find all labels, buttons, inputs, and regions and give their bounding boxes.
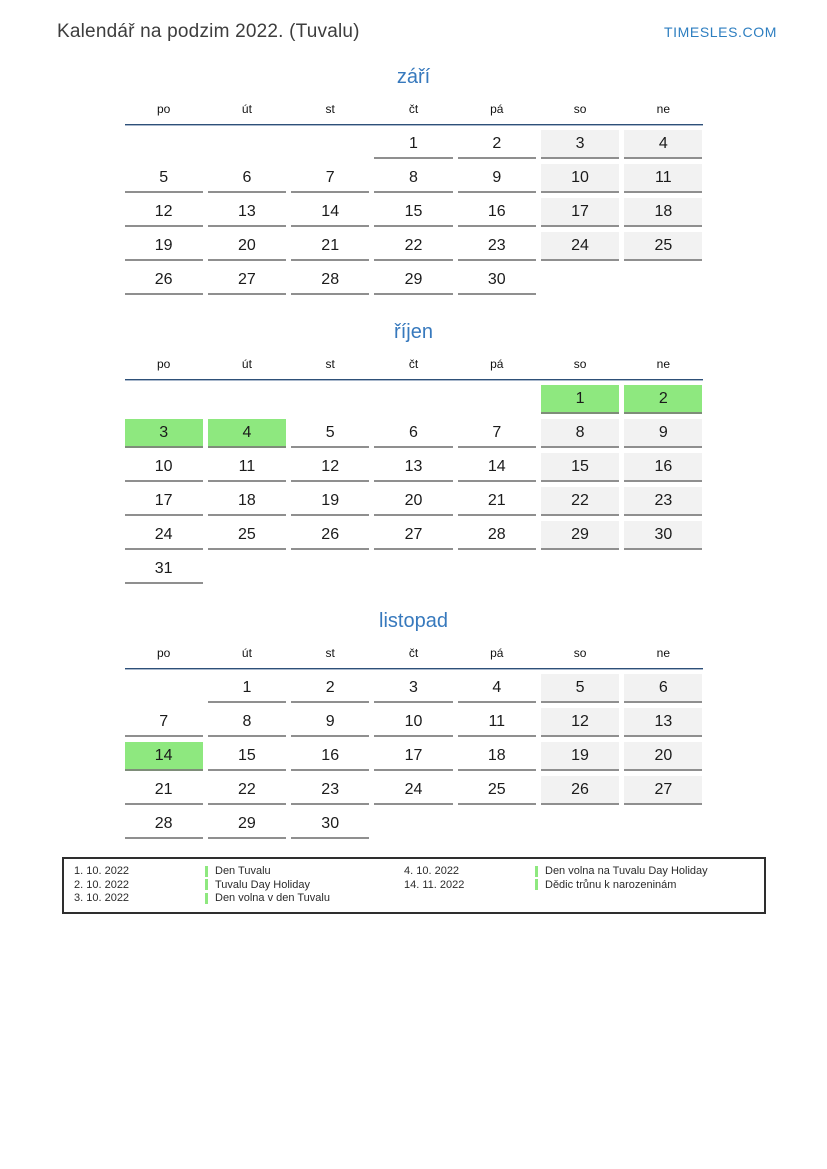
- weekend-day-cell: 29: [541, 521, 619, 550]
- day-cell: 7: [458, 419, 536, 448]
- holiday-marker-icon: [205, 879, 208, 890]
- day-cell: 27: [208, 266, 286, 295]
- day-cell: 7: [125, 708, 203, 737]
- day-cell: 11: [458, 708, 536, 737]
- weekend-day-cell: 30: [624, 521, 702, 550]
- day-cell: 19: [291, 487, 369, 516]
- legend-item: [404, 865, 708, 878]
- weekend-day-cell: 6: [624, 674, 702, 703]
- holiday-day-cell: 14: [125, 742, 203, 771]
- legend-column-right: [404, 865, 708, 905]
- day-cell: 25: [458, 776, 536, 805]
- day-cell: 18: [458, 742, 536, 771]
- weekday-underline: [125, 668, 703, 670]
- day-cell: 26: [125, 266, 203, 295]
- empty-cell: [624, 810, 702, 839]
- page-title: Kalendář na podzim 2022. (Tuvalu): [57, 21, 360, 42]
- weekend-day-cell: 24: [541, 232, 619, 261]
- weekday-row: [125, 646, 703, 668]
- weekend-day-cell: 18: [624, 198, 702, 227]
- calendar-table-november: [125, 646, 703, 839]
- day-cell: 3: [374, 674, 452, 703]
- weekday-label: út: [241, 357, 252, 371]
- day-cell: 14: [458, 453, 536, 482]
- day-cell: 1: [374, 130, 452, 159]
- holiday-marker-icon: [205, 893, 208, 904]
- day-cell: 20: [374, 487, 452, 516]
- day-cell: 20: [208, 232, 286, 261]
- weekend-day-cell: 22: [541, 487, 619, 516]
- day-cell: 22: [374, 232, 452, 261]
- empty-cell: [208, 385, 286, 414]
- day-cell: 24: [125, 521, 203, 550]
- weekday-row: [125, 102, 703, 124]
- weekend-day-cell: 16: [624, 453, 702, 482]
- weekend-day-cell: 23: [624, 487, 702, 516]
- weekend-day-cell: 27: [624, 776, 702, 805]
- empty-cell: [291, 555, 369, 584]
- holiday-marker-icon: [535, 879, 538, 890]
- empty-cell: [208, 555, 286, 584]
- calendar-table-september: [125, 102, 703, 295]
- day-cell: 1: [208, 674, 286, 703]
- empty-cell: [374, 810, 452, 839]
- day-cell: 18: [208, 487, 286, 516]
- weekday-label: čt: [408, 102, 419, 116]
- weekend-day-cell: 4: [624, 130, 702, 159]
- legend-date: 4. 10. 2022: [404, 865, 460, 877]
- day-cell: 23: [458, 232, 536, 261]
- day-cell: 14: [291, 198, 369, 227]
- weekday-label: po: [156, 357, 171, 371]
- day-cell: 11: [208, 453, 286, 482]
- weekend-day-cell: 9: [624, 419, 702, 448]
- weekday-underline: [125, 124, 703, 126]
- day-cell: 17: [374, 742, 452, 771]
- weekday-underline: [125, 379, 703, 381]
- empty-cell: [374, 555, 452, 584]
- day-cell: 28: [291, 266, 369, 295]
- weekday-label: po: [156, 102, 171, 116]
- day-cell: 19: [125, 232, 203, 261]
- holiday-legend-box: [62, 857, 766, 914]
- legend-item: [404, 879, 708, 892]
- empty-cell: [458, 385, 536, 414]
- empty-cell: [624, 555, 702, 584]
- legend-item: [74, 865, 404, 878]
- weekday-label: pá: [490, 357, 504, 371]
- empty-cell: [624, 266, 702, 295]
- weekend-day-cell: 12: [541, 708, 619, 737]
- legend-date: 3. 10. 2022: [74, 892, 130, 904]
- day-cell: 16: [291, 742, 369, 771]
- empty-cell: [541, 555, 619, 584]
- day-cell: 12: [125, 198, 203, 227]
- day-cell: 29: [374, 266, 452, 295]
- weekend-day-cell: 19: [541, 742, 619, 771]
- weekday-label: so: [573, 357, 587, 371]
- weekend-day-cell: 10: [541, 164, 619, 193]
- weekend-day-cell: 3: [541, 130, 619, 159]
- holiday-day-cell: 4: [208, 419, 286, 448]
- month-section-september: [0, 66, 827, 295]
- empty-cell: [208, 130, 286, 159]
- empty-cell: [125, 130, 203, 159]
- weekday-label: so: [573, 646, 587, 660]
- holiday-day-cell: 3: [125, 419, 203, 448]
- empty-cell: [374, 385, 452, 414]
- day-cell: 9: [291, 708, 369, 737]
- day-cell: 21: [291, 232, 369, 261]
- day-cell: 22: [208, 776, 286, 805]
- day-cell: 16: [458, 198, 536, 227]
- page-header: [0, 0, 827, 43]
- empty-cell: [541, 810, 619, 839]
- day-cell: 2: [291, 674, 369, 703]
- legend-holiday-name: Dědic trůnu k narozeninám: [545, 878, 677, 891]
- weekday-label: út: [241, 646, 252, 660]
- day-cell: 25: [208, 521, 286, 550]
- day-cell: 27: [374, 521, 452, 550]
- day-cell: 9: [458, 164, 536, 193]
- day-cell: 15: [374, 198, 452, 227]
- weekday-label: čt: [408, 357, 419, 371]
- day-cell: 17: [125, 487, 203, 516]
- weekday-label: st: [325, 357, 335, 371]
- legend-item: [74, 879, 404, 892]
- weekend-day-cell: 13: [624, 708, 702, 737]
- weekend-day-cell: 20: [624, 742, 702, 771]
- day-cell: 23: [291, 776, 369, 805]
- weeks-grid: [125, 385, 703, 584]
- weekend-day-cell: 11: [624, 164, 702, 193]
- weeks-grid: [125, 674, 703, 839]
- empty-cell: [291, 130, 369, 159]
- day-cell: 6: [208, 164, 286, 193]
- day-cell: 24: [374, 776, 452, 805]
- day-cell: 6: [374, 419, 452, 448]
- day-cell: 4: [458, 674, 536, 703]
- site-link[interactable]: TIMESLES.COM: [664, 24, 777, 40]
- weekday-label: út: [241, 102, 252, 116]
- legend-column-left: [74, 865, 404, 905]
- weekend-day-cell: 25: [624, 232, 702, 261]
- day-cell: 7: [291, 164, 369, 193]
- holiday-day-cell: 1: [541, 385, 619, 414]
- legend-holiday-name: Den Tuvalu: [215, 865, 271, 877]
- weekend-day-cell: 5: [541, 674, 619, 703]
- weekday-label: pá: [490, 102, 504, 116]
- day-cell: 5: [125, 164, 203, 193]
- day-cell: 8: [208, 708, 286, 737]
- month-section-october: [0, 321, 827, 584]
- legend-holiday-name: Den volna v den Tuvalu: [215, 892, 330, 904]
- day-cell: 13: [374, 453, 452, 482]
- legend-holiday-name: Tuvalu Day Holiday: [215, 878, 310, 891]
- day-cell: 5: [291, 419, 369, 448]
- calendar-table-october: [125, 357, 703, 584]
- weekday-label: ne: [656, 357, 671, 371]
- weekend-day-cell: 15: [541, 453, 619, 482]
- weekday-label: pá: [490, 646, 504, 660]
- month-section-november: [0, 610, 827, 839]
- weekend-day-cell: 17: [541, 198, 619, 227]
- day-cell: 30: [291, 810, 369, 839]
- day-cell: 13: [208, 198, 286, 227]
- empty-cell: [291, 385, 369, 414]
- day-cell: 8: [374, 164, 452, 193]
- holiday-marker-icon: [205, 866, 208, 877]
- day-cell: 26: [291, 521, 369, 550]
- day-cell: 2: [458, 130, 536, 159]
- weekday-label: so: [573, 102, 587, 116]
- holiday-day-cell: 2: [624, 385, 702, 414]
- day-cell: 28: [458, 521, 536, 550]
- weekday-row: [125, 357, 703, 379]
- day-cell: 21: [125, 776, 203, 805]
- empty-cell: [125, 385, 203, 414]
- empty-cell: [541, 266, 619, 295]
- empty-cell: [125, 674, 203, 703]
- weekday-label: ne: [656, 646, 671, 660]
- weekday-label: ne: [656, 102, 671, 116]
- weekday-label: čt: [408, 646, 419, 660]
- month-title-october: říjen: [394, 321, 433, 343]
- legend-holiday-name: Den volna na Tuvalu Day Holiday: [545, 865, 708, 877]
- holiday-marker-icon: [535, 866, 538, 877]
- empty-cell: [458, 555, 536, 584]
- legend-item: [74, 892, 404, 905]
- legend-date: 2. 10. 2022: [74, 878, 130, 891]
- month-title-november: listopad: [379, 610, 448, 632]
- day-cell: 21: [458, 487, 536, 516]
- day-cell: 30: [458, 266, 536, 295]
- day-cell: 31: [125, 555, 203, 584]
- legend-date: 1. 10. 2022: [74, 865, 130, 877]
- weeks-grid: [125, 130, 703, 295]
- weekday-label: st: [325, 102, 335, 116]
- day-cell: 12: [291, 453, 369, 482]
- weekday-label: po: [156, 646, 171, 660]
- day-cell: 10: [125, 453, 203, 482]
- day-cell: 29: [208, 810, 286, 839]
- legend-date: 14. 11. 2022: [404, 878, 465, 891]
- weekday-label: st: [325, 646, 335, 660]
- day-cell: 10: [374, 708, 452, 737]
- day-cell: 28: [125, 810, 203, 839]
- weekend-day-cell: 8: [541, 419, 619, 448]
- empty-cell: [458, 810, 536, 839]
- month-title-september: září: [396, 66, 431, 88]
- weekend-day-cell: 26: [541, 776, 619, 805]
- day-cell: 15: [208, 742, 286, 771]
